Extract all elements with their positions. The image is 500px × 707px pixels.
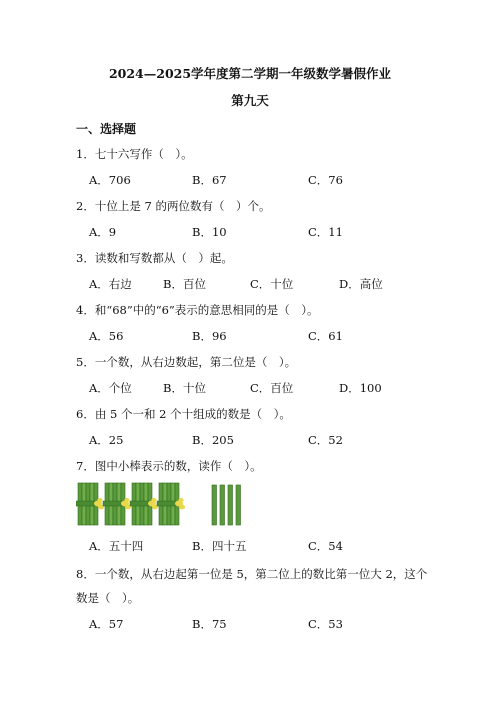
q4-option-a[interactable]: A．56	[89, 329, 124, 343]
q1-option-c[interactable]: C．76	[308, 173, 343, 187]
question-7: 7．图中小棒表示的数，读作（ ）。	[76, 459, 262, 473]
q7-option-a[interactable]: A．五十四	[89, 539, 144, 553]
page-title: 2024—2025学年度第二学期一年级数学暑假作业	[108, 66, 392, 81]
q6-option-c[interactable]: C．52	[308, 433, 343, 447]
q6-option-a[interactable]: A．25	[89, 433, 124, 447]
question-2: 2．十位上是 7 的两位数有（ ）个。	[76, 199, 271, 213]
single-stick-1	[212, 485, 217, 525]
q1-option-a[interactable]: A．706	[89, 173, 131, 187]
question-3: 3．读数和写数都从（ ）起。	[76, 251, 233, 265]
question-6: 6．由 5 个一和 2 个十组成的数是（ ）。	[76, 407, 291, 421]
stick-bundle-3	[130, 483, 158, 525]
q5-option-c[interactable]: C．百位	[250, 381, 294, 395]
single-stick-3	[228, 485, 233, 525]
question-8-continued: 数是（ ）。	[76, 591, 140, 605]
q7-option-c[interactable]: C．54	[308, 539, 343, 553]
question-1: 1．七十六写作（ ）。	[76, 147, 193, 161]
stick-bundle-1	[76, 483, 104, 525]
q3-option-d[interactable]: D．高位	[339, 277, 383, 291]
q5-option-a[interactable]: A．个位	[89, 381, 132, 395]
q8-option-a[interactable]: A．57	[89, 617, 124, 631]
q3-option-c[interactable]: C．十位	[250, 277, 294, 291]
q4-option-c[interactable]: C．61	[308, 329, 343, 343]
q7-option-b[interactable]: B．四十五	[192, 539, 247, 553]
q4-option-b[interactable]: B．96	[192, 329, 227, 343]
section-heading: 一、选择题	[76, 122, 137, 136]
q3-option-b[interactable]: B．百位	[163, 277, 206, 291]
q2-option-b[interactable]: B．10	[192, 225, 227, 239]
q2-option-a[interactable]: A．9	[89, 225, 117, 239]
single-stick-4	[236, 485, 241, 525]
q1-option-b[interactable]: B．67	[192, 173, 227, 187]
q5-option-b[interactable]: B．十位	[163, 381, 206, 395]
question-8: 8．一个数，从右边起第一位是 5，第二位上的数比第一位大 2，这个	[76, 567, 428, 581]
q5-option-d[interactable]: D．100	[339, 381, 382, 395]
q3-option-a[interactable]: A．右边	[89, 277, 132, 291]
single-stick-2	[220, 485, 225, 525]
stick-bundles-figure	[76, 482, 246, 528]
question-4: 4．和“68”中的“6”表示的意思相同的是（ ）。	[76, 303, 319, 317]
stick-bundle-4	[157, 483, 185, 525]
q8-option-c[interactable]: C．53	[308, 617, 343, 631]
q2-option-c[interactable]: C．11	[308, 225, 343, 239]
q6-option-b[interactable]: B．205	[192, 433, 234, 447]
question-5: 5．一个数，从右边数起，第二位是（ ）。	[76, 355, 297, 369]
stick-bundle-2	[103, 483, 131, 525]
q8-option-b[interactable]: B．75	[192, 617, 227, 631]
page-subtitle: 第九天	[231, 93, 269, 108]
